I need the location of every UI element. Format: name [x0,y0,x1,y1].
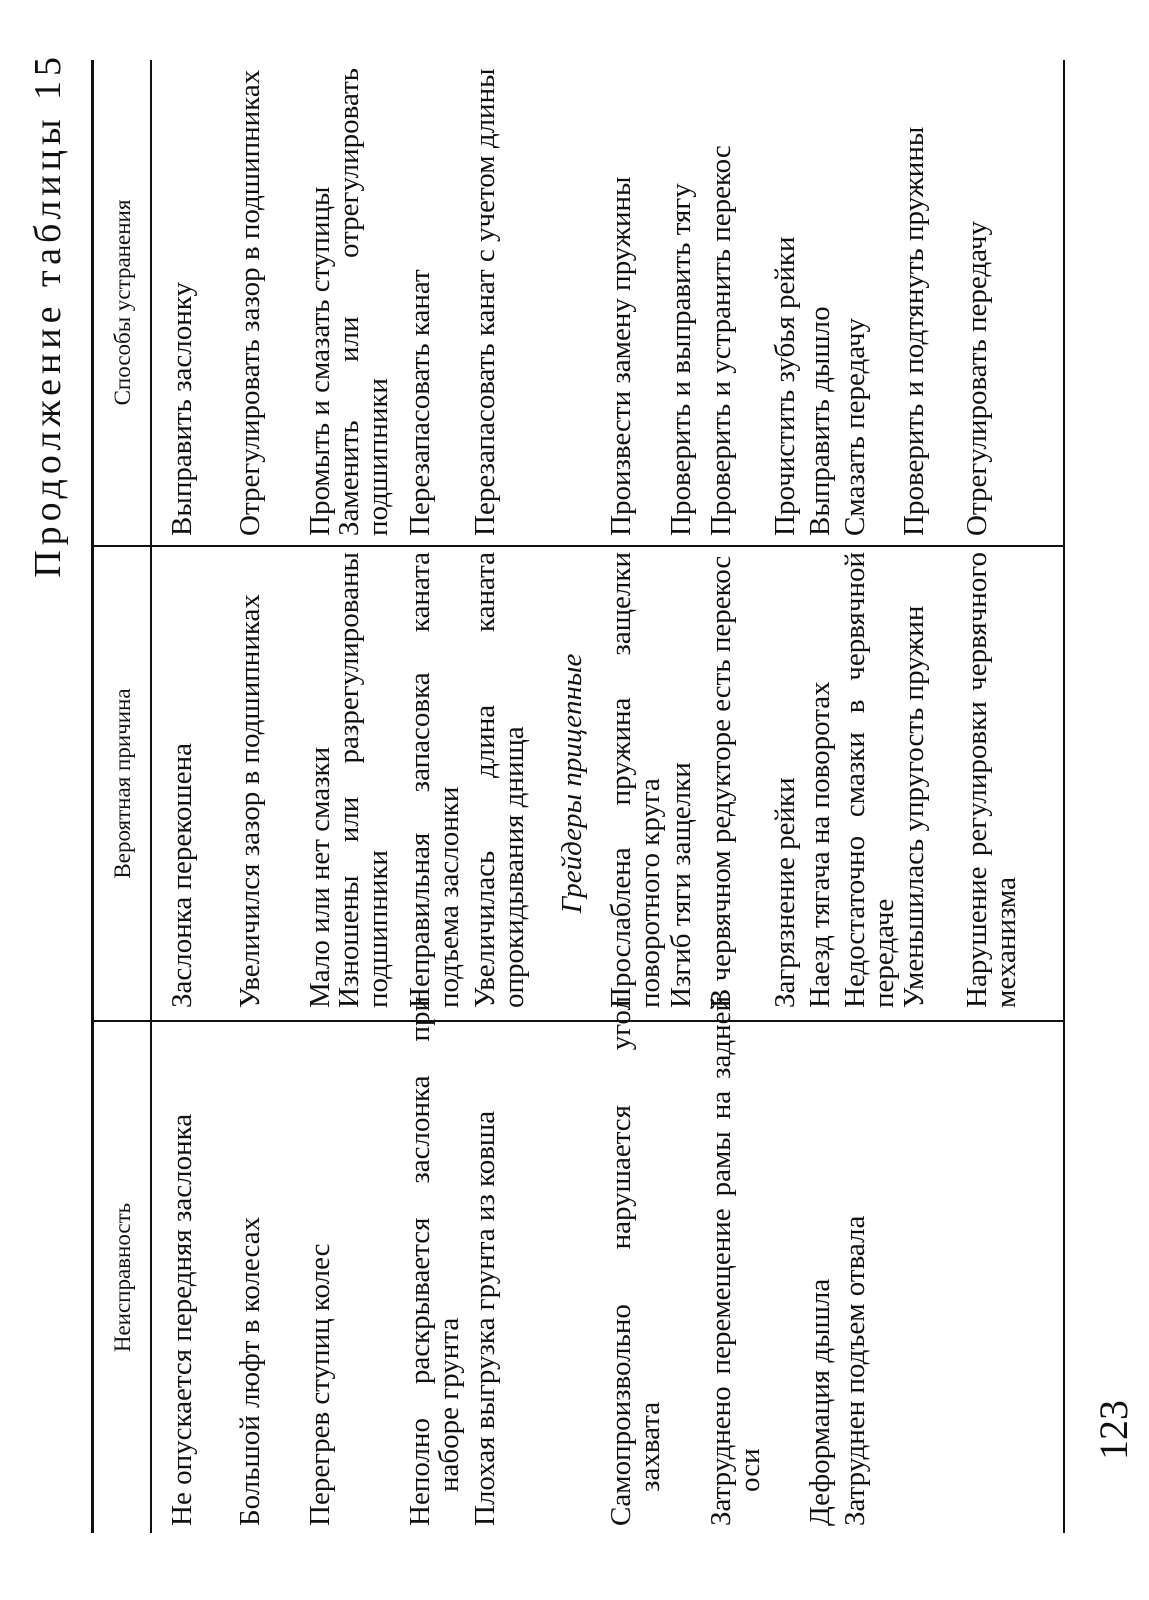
cause-cell: В червячном редукторе есть перекос [705,555,737,1008]
remedy-cell: Проверить и подтянуть пружины [898,126,930,536]
cause-cell: Изгиб тяги защелки [665,762,697,1008]
remedy-cell: Проверить и устранить перекос [705,145,737,536]
remedy-cell: Заменить или отрегулировать подшипники [333,68,394,536]
fault-cell: Большой люфт в колесах [234,1216,266,1526]
remedy-cell: Прочистить зубья рейки [769,236,801,536]
remedy-cell: Проверить и выправить тягу [665,183,697,536]
remedy-cell: Произвести замену пружины [605,176,637,536]
cause-cell: Прослаблена пружина защелки поворотного круга [605,552,666,1008]
remedy-cell: Отрегулировать передачу [961,221,993,536]
remedy-cell: Выправить заслонку [166,282,198,536]
cause-cell: Неправильная запасовка каната подъема заслонки [404,552,465,1008]
fault-cell: Деформация дышла [804,1278,836,1526]
cause-cell: Загрязнение рейки [769,777,801,1008]
page-number: 123 [1091,1400,1136,1460]
remedy-cell: Перезапасовать канат [404,269,436,536]
cause-cell: Нарушение регулировки червячного механизма [961,552,1022,1008]
remedy-cell: Промыть и смазать ступицы [304,186,336,536]
cause-cell: Недостаточно смазки в червячной передаче [839,552,900,1008]
section-title: Грейдеры прицепные [556,653,588,914]
fault-cell: Затруднен подъем отвала [839,1215,871,1526]
fault-cell: Самопроизвольно нарушается угол захвата [605,996,666,1526]
table-top-rule [91,60,94,1533]
column-header-fault: Неисправность [109,1202,135,1353]
column-header-cause: Вероятная причина [109,688,135,879]
cause-cell: Заслонка перекошена [166,742,198,1008]
cause-cell: Увеличилась длина каната опрокидывания днища [469,552,530,1008]
remedy-cell: Перезапасовать канат с учетом длины [469,68,501,536]
column-header-remedy: Способы устранения [109,199,135,406]
fault-cell: Не опускается передняя заслонка [166,1113,198,1526]
cause-cell: Изношены или разрегулированы подшипники [333,552,394,1008]
table-bottom-rule [1063,60,1065,1533]
cause-cell: Увеличился зазор в подшипниках [234,594,266,1008]
table-header-rule [150,60,152,1533]
remedy-cell: Выправить дышло [804,306,836,536]
fault-cell: Плохая выгрузка грунта из ковша [469,1110,501,1526]
cause-cell: Наезд тягача на поворотах [804,681,836,1008]
cause-cell: Мало или нет смазки [304,746,336,1008]
remedy-cell: Смазать передачу [839,317,871,536]
remedy-cell: Отрегулировать зазор в подшипниках [234,69,266,536]
cause-cell: Уменьшилась упругость пружин [898,605,930,1008]
fault-cell: Неполно раскрывается заслонка при наборе грунта [404,996,465,1526]
fault-cell: Перегрев ступиц колес [304,1243,336,1526]
continuation-title: Продолжение таблицы 15 [27,52,69,578]
fault-cell: Затруднено перемещение рамы на задней оси [705,996,766,1526]
